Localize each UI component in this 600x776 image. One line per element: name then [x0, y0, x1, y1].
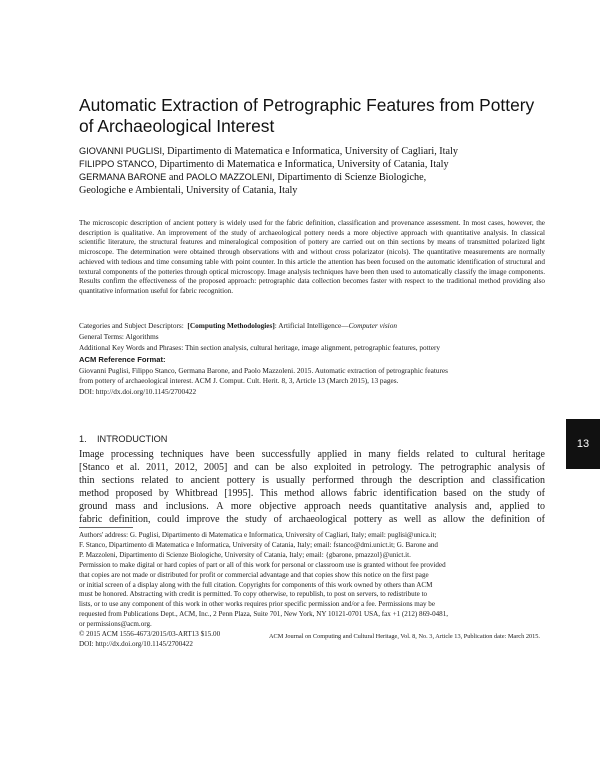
footnote-line: Permission to make digital or hard copies of part or all of this work for personal or classroom use is granted without fee provided — [79, 560, 446, 569]
body-line: ground mass and inclusions. A more objective approach needs quantitative analysis and, applied to — [79, 501, 545, 512]
copyright-line: © 2015 ACM 1556-4673/2015/03-ART13 $15.00 — [79, 630, 221, 639]
footnote-line: Authors' address: G. Puglisi, Dipartimento di Matematica e Informatica, University of Cagliari, Italy; email: puglisi@unica.it; — [79, 531, 437, 539]
author-affiliation: , Dipartimento di Matematica e Informatica, University of Catania, Italy — [154, 159, 449, 170]
title-line-1: Automatic Extraction of Petrographic Features from Pottery — [79, 95, 535, 115]
introduction-body — [79, 448, 545, 526]
body-line: Image processing techniques have been successfully applied in many fields related to cultural heritage — [79, 449, 545, 460]
ccs-line: Categories and Subject Descriptors: [Computing Methodologies]: Artificial Intelligence—Computer vision — [79, 321, 398, 330]
general-terms: General Terms: Algorithms — [79, 332, 159, 341]
footnote-line: or initial screen of a display along with the full citation. Copyrights for components of this work owned by others than ACM — [79, 580, 433, 589]
author-conjunction: and — [166, 172, 187, 183]
running-footer: ACM Journal on Computing and Cultural Heritage, Vol. 8, No. 3, Article 13, Publication date: March 2015. — [268, 633, 540, 640]
reference-format: Giovanni Puglisi, Filippo Stanco, Germana Barone, and Paolo Mazzoleni. 2015. Automatic extraction of petrographic features from pottery of archaeological interest. ACM J. Comput. Cult. Herit. 8, 3, Article 13 (March 2015), 13 pages. DOI: http://dx.doi.org/10.1145/2700422 — [79, 366, 545, 397]
footnote-line: F. Stanco, Dipartimento di Matematica e Informatica, University of Catania, Italy; email: fstanco@dmi.unict.it; G. Barone and — [79, 540, 438, 549]
footnote-line: that copies are not made or distributed for profit or commercial advantage and that copies show this notice on the first page — [79, 570, 429, 579]
author-affiliation: , Dipartimento di Matematica e Informatica, University of Cagliari, Italy — [162, 146, 458, 157]
title-line-2: of Archaeological Interest — [79, 116, 275, 136]
reference-heading: ACM Reference Format: — [79, 355, 166, 364]
section-heading — [79, 433, 167, 445]
body-line: thin sections related to ancient pottery is usually performed through the description and classification — [79, 475, 545, 486]
footnote-line: lists, or to use any component of this work in other works requires prior specific permission and/or a fee. Permissions may be — [79, 600, 435, 609]
section-title: INTRODUCTION — [97, 434, 168, 444]
body-line: fabric definition, could improve the study of archaeological pottery as well as allow the definition of — [79, 514, 545, 525]
body-line: method proposed by Whitbread [1995]. This method allows fabric identification based on the study of — [79, 488, 545, 499]
author-line: Geologiche e Ambientali, University of Catania, Italy — [79, 185, 298, 196]
footnote-line: requested from Publications Dept., ACM, Inc., 2 Penn Plaza, Suite 701, New York, NY 10121-0701 USA, fax +1 (212) 869-0481, — [79, 610, 449, 619]
section-number: 1. — [79, 434, 87, 444]
abstract: The microscopic description of ancient pottery is widely used for the fabric definition, classification and provenance assessment. In most cases, however, the description is qualitative. An improvement of the study of archaeological pottery needs a more objective approach with quantitative analysis. In classical scientific literature, the structural features and mineralogical composition of pottery are carried out on thin sections by means of transmitted polarized light microscope. The determination were obtained through observations with and without cross polarizator (nicols). The quantitative measurements are normally achieved with tedious and time consuming table with point counter. In this article the attention has been focused on the automatic identification of structural and textural components of the potteries through optical microscopy. Image analysis techniques have been then used to automatically classify the image components. Results confirm the effectiveness of the proposed approach: petrographic data collection becomes faster with respect to the traditional method providing also quantitative information useful for fabric recognition. — [79, 219, 545, 295]
keywords: Additional Key Words and Phrases: Thin section analysis, cultural heritage, image alignment, petrographic features, pottery — [79, 343, 441, 352]
author-name: PAOLO MAZZOLENI — [186, 172, 273, 182]
footnote-line: P. Mazzoleni, Dipartimento di Scienze Biologiche, University of Catania, Italy; email: {gbarone, pmazzol}@unict.it. — [79, 550, 411, 559]
footnote-line: must be honored. Abstracting with credit is permitted. To copy otherwise, to republish, to post on servers, to redistribute to — [79, 590, 428, 599]
author-name: GERMANA BARONE — [79, 172, 167, 182]
author-line — [79, 145, 539, 158]
author-affiliation: , Dipartimento di Scienze Biologiche, — [272, 172, 427, 183]
paper-title — [79, 95, 549, 137]
footnote-line: or permissions@acm.org. — [79, 620, 152, 629]
classification-block — [79, 320, 545, 353]
author-line — [79, 171, 539, 184]
author-block — [79, 145, 539, 197]
doi-link[interactable]: DOI: http://dx.doi.org/10.1145/2700422 — [79, 639, 193, 648]
author-name: FILIPPO STANCO — [79, 159, 155, 169]
article-number-tab: 13 — [566, 419, 600, 469]
doi-link[interactable]: DOI: http://dx.doi.org/10.1145/2700422 — [79, 386, 197, 396]
author-line — [79, 158, 539, 171]
footnote-rule — [79, 527, 133, 528]
body-line: [Stanco et al. 2011, 2012, 2005] and can be also exploited in petrology. The petrographic analysis of — [79, 462, 545, 473]
author-name: GIOVANNI PUGLISI — [79, 146, 163, 156]
